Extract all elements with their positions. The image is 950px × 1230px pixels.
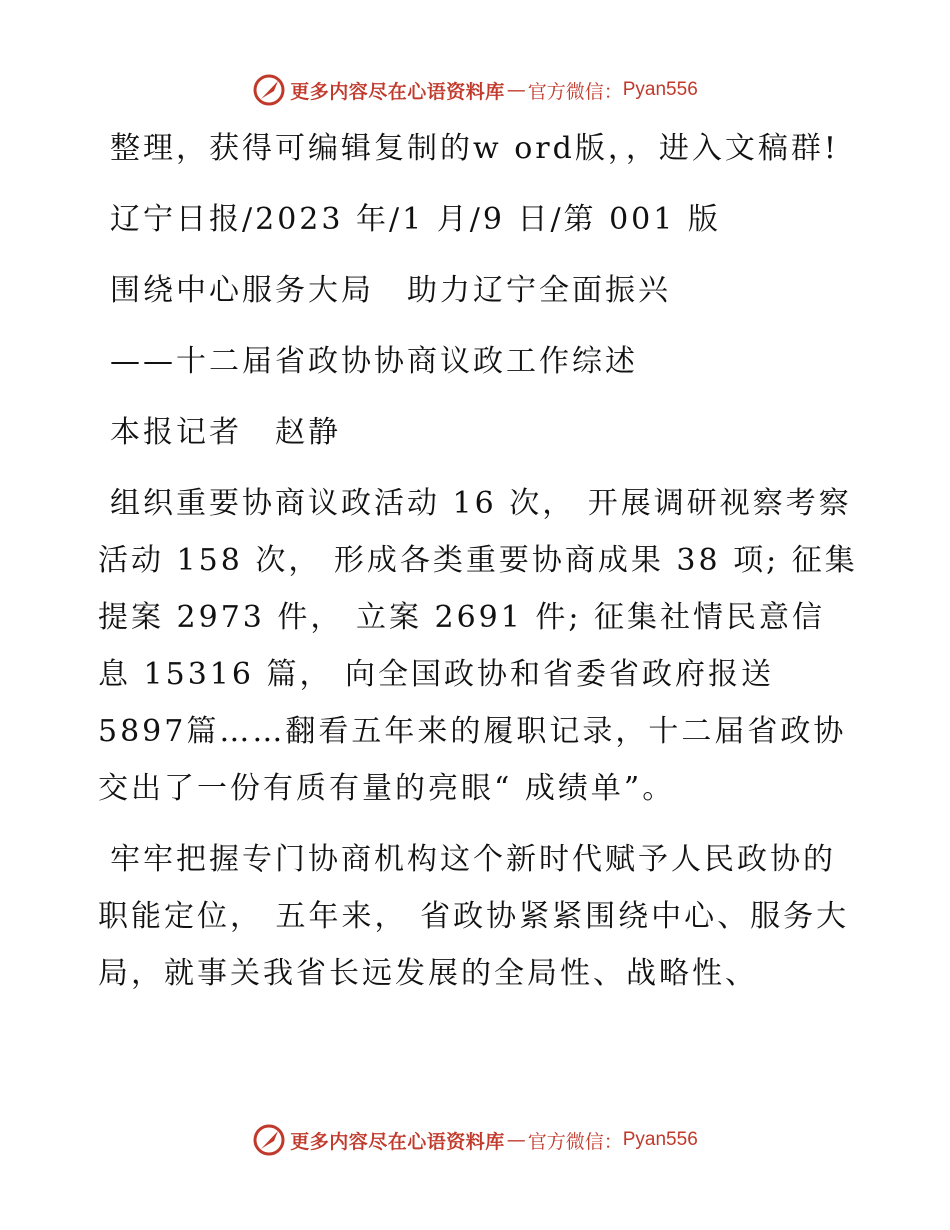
document-body [98,120,858,1016]
header-banner [0,70,950,110]
banner-wechat-label: 官方微信： [527,1130,623,1153]
banner-brand: 更多内容尽在心语资料库 [290,80,505,103]
banner-wechat-id: Pyan556 [622,79,698,100]
banner-separator: — [506,79,526,101]
banner-brand: 更多内容尽在心语资料库 [290,1130,505,1153]
footer-banner [0,1120,950,1160]
quill-logo-icon [252,73,286,107]
article-subtitle: ——十二届省政协协商议政工作综述 [110,344,638,379]
paragraph-body-1: 组织重要协商议政活动 16 次， 开展调研视察考察活动 158 次， 形成各类重要协商成果 38 项; 征集提案 2973 件， 立案 2691 件; 征集社情民意信息 15316 篇， 向全国政协和省委省政府报送5897篇……翻看五年来的履职记录，十二届省政协交出了一份有质有量的亮眼“ 成绩单”。 [98,486,858,806]
banner-separator: — [506,1129,526,1151]
banner-wechat-label: 官方微信： [527,80,623,103]
paragraph-intro: 整理，获得可编辑复制的w ord版，，进入文稿群! [110,131,839,166]
quill-logo-icon [252,1123,286,1157]
article-title: 围绕中心服务大局 助力辽宁全面振兴 [110,273,671,308]
banner-wechat-id: Pyan556 [622,1129,698,1150]
paragraph-body-2: 牢牢把握专门协商机构这个新时代赋予人民政协的职能定位， 五年来， 省政协紧紧围绕中心、服务大局，就事关我省长远发展的全局性、战略性、 [98,842,850,991]
article-byline: 本报记者 赵静 [110,415,341,450]
paragraph-source: 辽宁日报/2023 年/1 月/9 日/第 001 版 [110,202,721,237]
